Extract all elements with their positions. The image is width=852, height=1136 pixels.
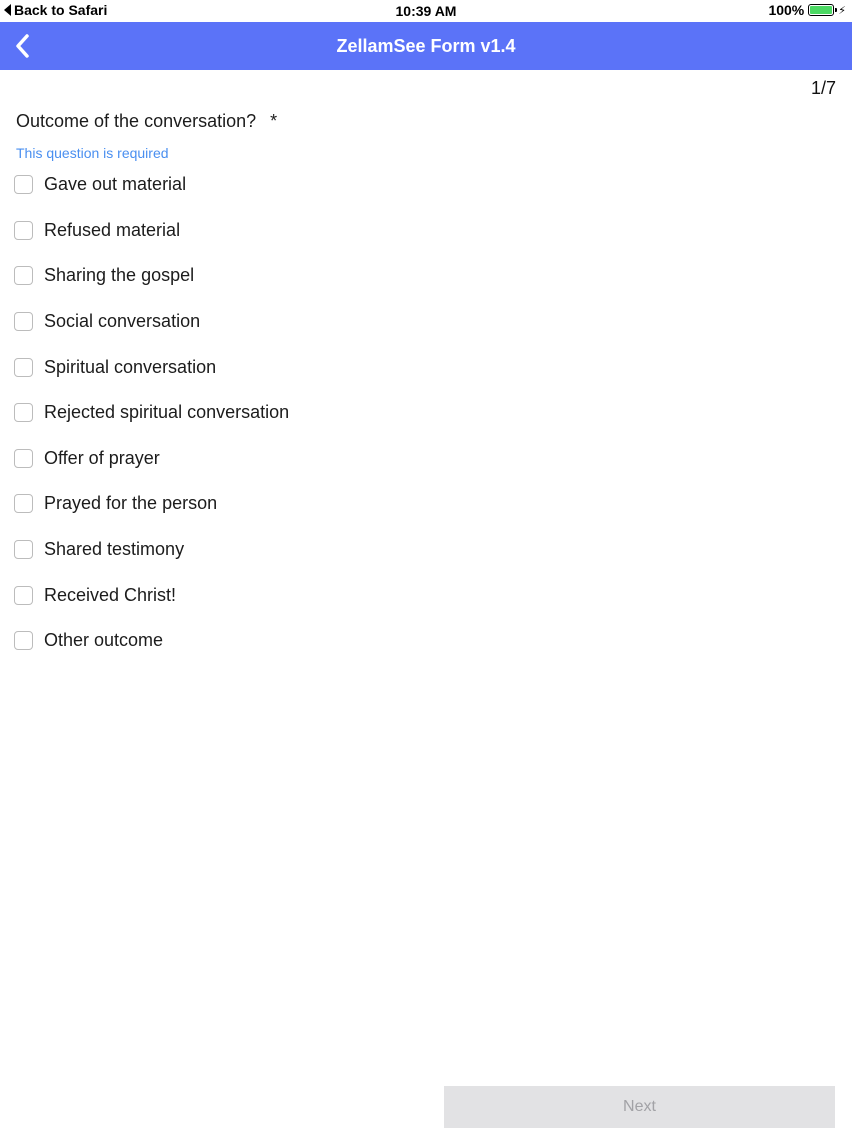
- battery-percent: 100%: [768, 2, 805, 18]
- option-label: Refused material: [44, 219, 181, 240]
- nav-bar: [0, 22, 852, 70]
- option-item[interactable]: [14, 344, 614, 390]
- option-label: Sharing the gospel: [44, 265, 195, 286]
- option-checkbox[interactable]: [14, 358, 33, 377]
- option-checkbox[interactable]: [14, 266, 33, 285]
- option-item[interactable]: [14, 390, 614, 436]
- next-button[interactable]: Next: [444, 1086, 835, 1128]
- option-checkbox[interactable]: [14, 221, 33, 240]
- option-label: Spiritual conversation: [44, 356, 217, 377]
- option-label: Shared testimony: [44, 539, 185, 560]
- battery-icon: [808, 4, 834, 16]
- option-checkbox[interactable]: [14, 449, 33, 468]
- option-item[interactable]: [14, 299, 614, 345]
- status-time: 10:39 AM: [395, 3, 457, 19]
- option-item[interactable]: [14, 208, 614, 254]
- page-counter: 1/7: [810, 78, 836, 98]
- question-title: [16, 111, 277, 132]
- question-text: Outcome of the conversation?: [16, 111, 257, 131]
- option-item[interactable]: [14, 162, 614, 208]
- option-label: Other outcome: [44, 630, 164, 651]
- option-label: Social conversation: [44, 311, 201, 332]
- option-label: Offer of prayer: [44, 447, 160, 468]
- option-checkbox[interactable]: [14, 175, 33, 194]
- option-label: Gave out material: [44, 174, 187, 195]
- page-title: ZellamSee Form v1.4: [336, 35, 516, 56]
- option-item[interactable]: [14, 253, 614, 299]
- option-checkbox[interactable]: [14, 494, 33, 513]
- battery-tip: [835, 8, 837, 12]
- option-checkbox[interactable]: [14, 631, 33, 650]
- option-checkbox[interactable]: [14, 540, 33, 559]
- nav-back-button[interactable]: [10, 32, 38, 60]
- option-label: Received Christ!: [44, 584, 177, 605]
- option-item[interactable]: [14, 572, 614, 618]
- option-checkbox[interactable]: [14, 586, 33, 605]
- option-checkbox[interactable]: [14, 312, 33, 331]
- status-bar: [0, 0, 852, 22]
- required-note: This question is required: [16, 145, 169, 161]
- required-asterisk: *: [270, 111, 278, 131]
- option-item[interactable]: [14, 436, 614, 482]
- option-label: Rejected spiritual conversation: [44, 402, 290, 423]
- options-list: [14, 162, 614, 664]
- status-right: [768, 2, 846, 18]
- charging-bolt-icon: ⚡: [838, 4, 846, 17]
- option-label: Prayed for the person: [44, 493, 218, 514]
- chevron-left-icon: [10, 32, 38, 60]
- option-checkbox[interactable]: [14, 403, 33, 422]
- back-to-safari-label: Back to Safari: [14, 2, 108, 18]
- battery-fill: [810, 6, 832, 14]
- option-item[interactable]: [14, 481, 614, 527]
- option-item[interactable]: [14, 527, 614, 573]
- option-item[interactable]: [14, 618, 614, 664]
